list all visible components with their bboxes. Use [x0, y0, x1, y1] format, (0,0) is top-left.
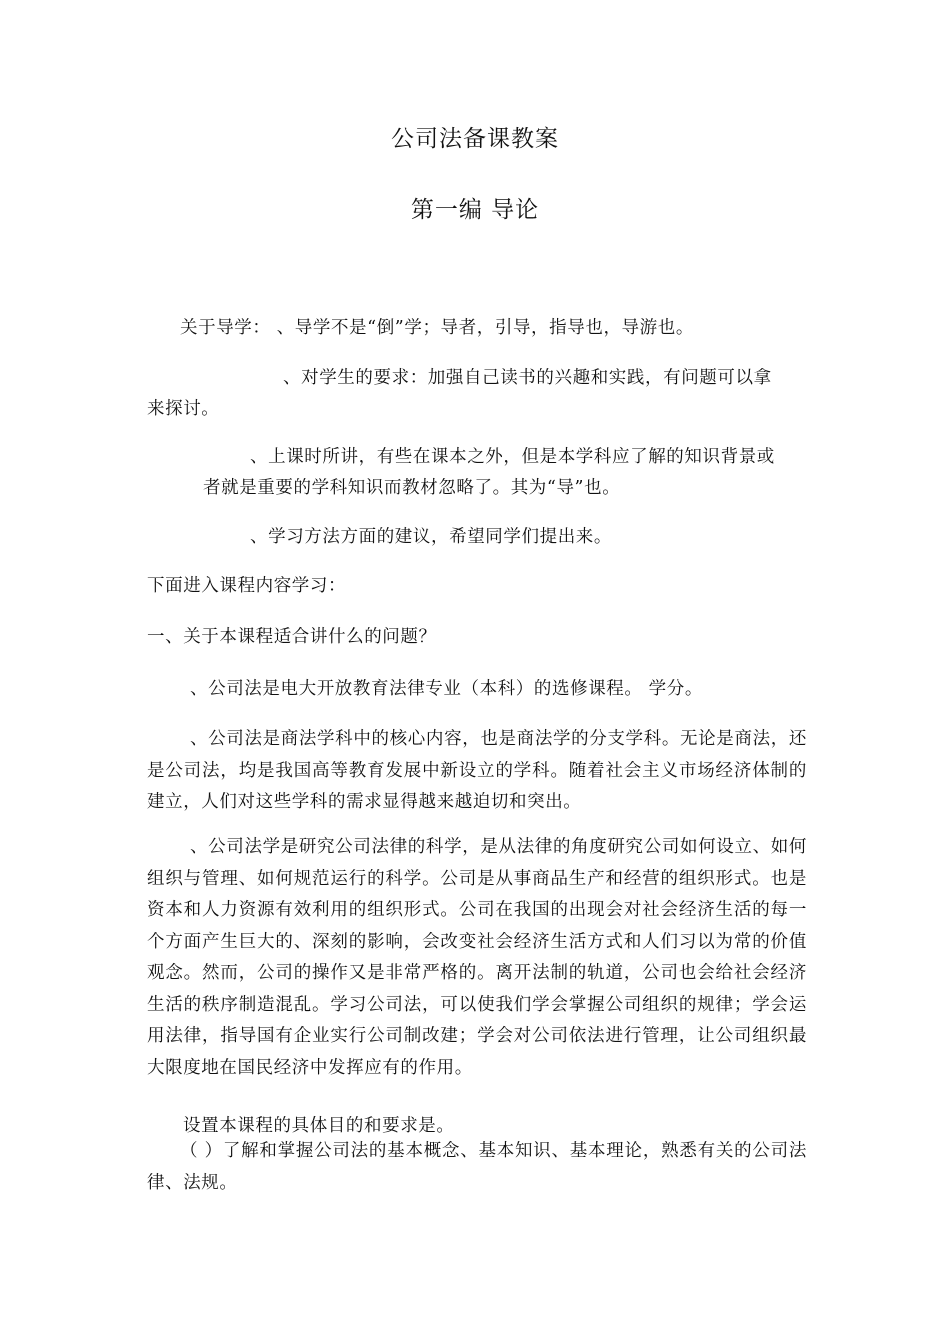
enter-content-line: 下面进入课程内容学习： — [147, 576, 347, 596]
intro-line-3a: 、上课时所讲，有些在课本之外，但是本学科应了解的知识背景或 — [250, 447, 775, 467]
intro-line-3b: 者就是重要的学科知识而教材忽略了。其为“导”也。 — [203, 478, 621, 498]
intro-line-2b: 来探讨。 — [147, 399, 220, 419]
course-item-3: 、公司法学是研究公司法律的科学，是从法律的角度研究公司如何设立、如何组织与管理、如何规范运行的科学。公司是从事商品生产和经营的组织形式。也是资本和人力资源有效利用的组织形式。公司在我国的出现会对社会经济生活的每一个方面产生巨大的、深刻的影响，会改变社会经济生活方式和人们习以为常的价值观念。然而，公司的操作又是非常严格的。离开法制的轨道，公司也会给社会经济生活的秩序制造混乱。学习公司法，可以使我们学会掌握公司组织的规律；学会运用法律，指导国有企业实行公司制改建；学会对公司依法进行管理，让公司组织最大限度地在国民经济中发挥应有的作用。 — [147, 837, 807, 1078]
intro-line-4: 、学习方法方面的建议，希望同学们提出来。 — [250, 527, 612, 547]
section-heading-1: 一、关于本课程适合讲什么的问题？ — [147, 627, 437, 647]
course-item-1: 、公司法是电大开放教育法律专业（本科）的选修课程。 学分。 — [190, 679, 703, 699]
document-title: 公司法备课教案 — [391, 126, 559, 152]
intro-line-1: 关于导学： 、导学不是“倒”学；导者，引导，指导也，导游也。 — [180, 318, 694, 338]
goals-intro: 设置本课程的具体目的和要求是。 — [183, 1116, 455, 1136]
course-item-2: 、公司法是商法学科中的核心内容，也是商法学的分支学科。无论是商法，还是公司法，均是我国高等教育发展中新设立的学科。随着社会主义市场经济体制的建立，人们对这些学科的需求显得越来越迫切和突出。 — [147, 729, 807, 812]
chapter-heading: 第一编 导论 — [410, 197, 540, 223]
goal-item-1: （ ）了解和掌握公司法的基本概念、基本知识、基本理论，熟悉有关的公司法律、法规。 — [147, 1141, 807, 1193]
intro-line-2a: 、对学生的要求：加强自己读书的兴趣和实践，有问题可以拿 — [283, 368, 772, 388]
